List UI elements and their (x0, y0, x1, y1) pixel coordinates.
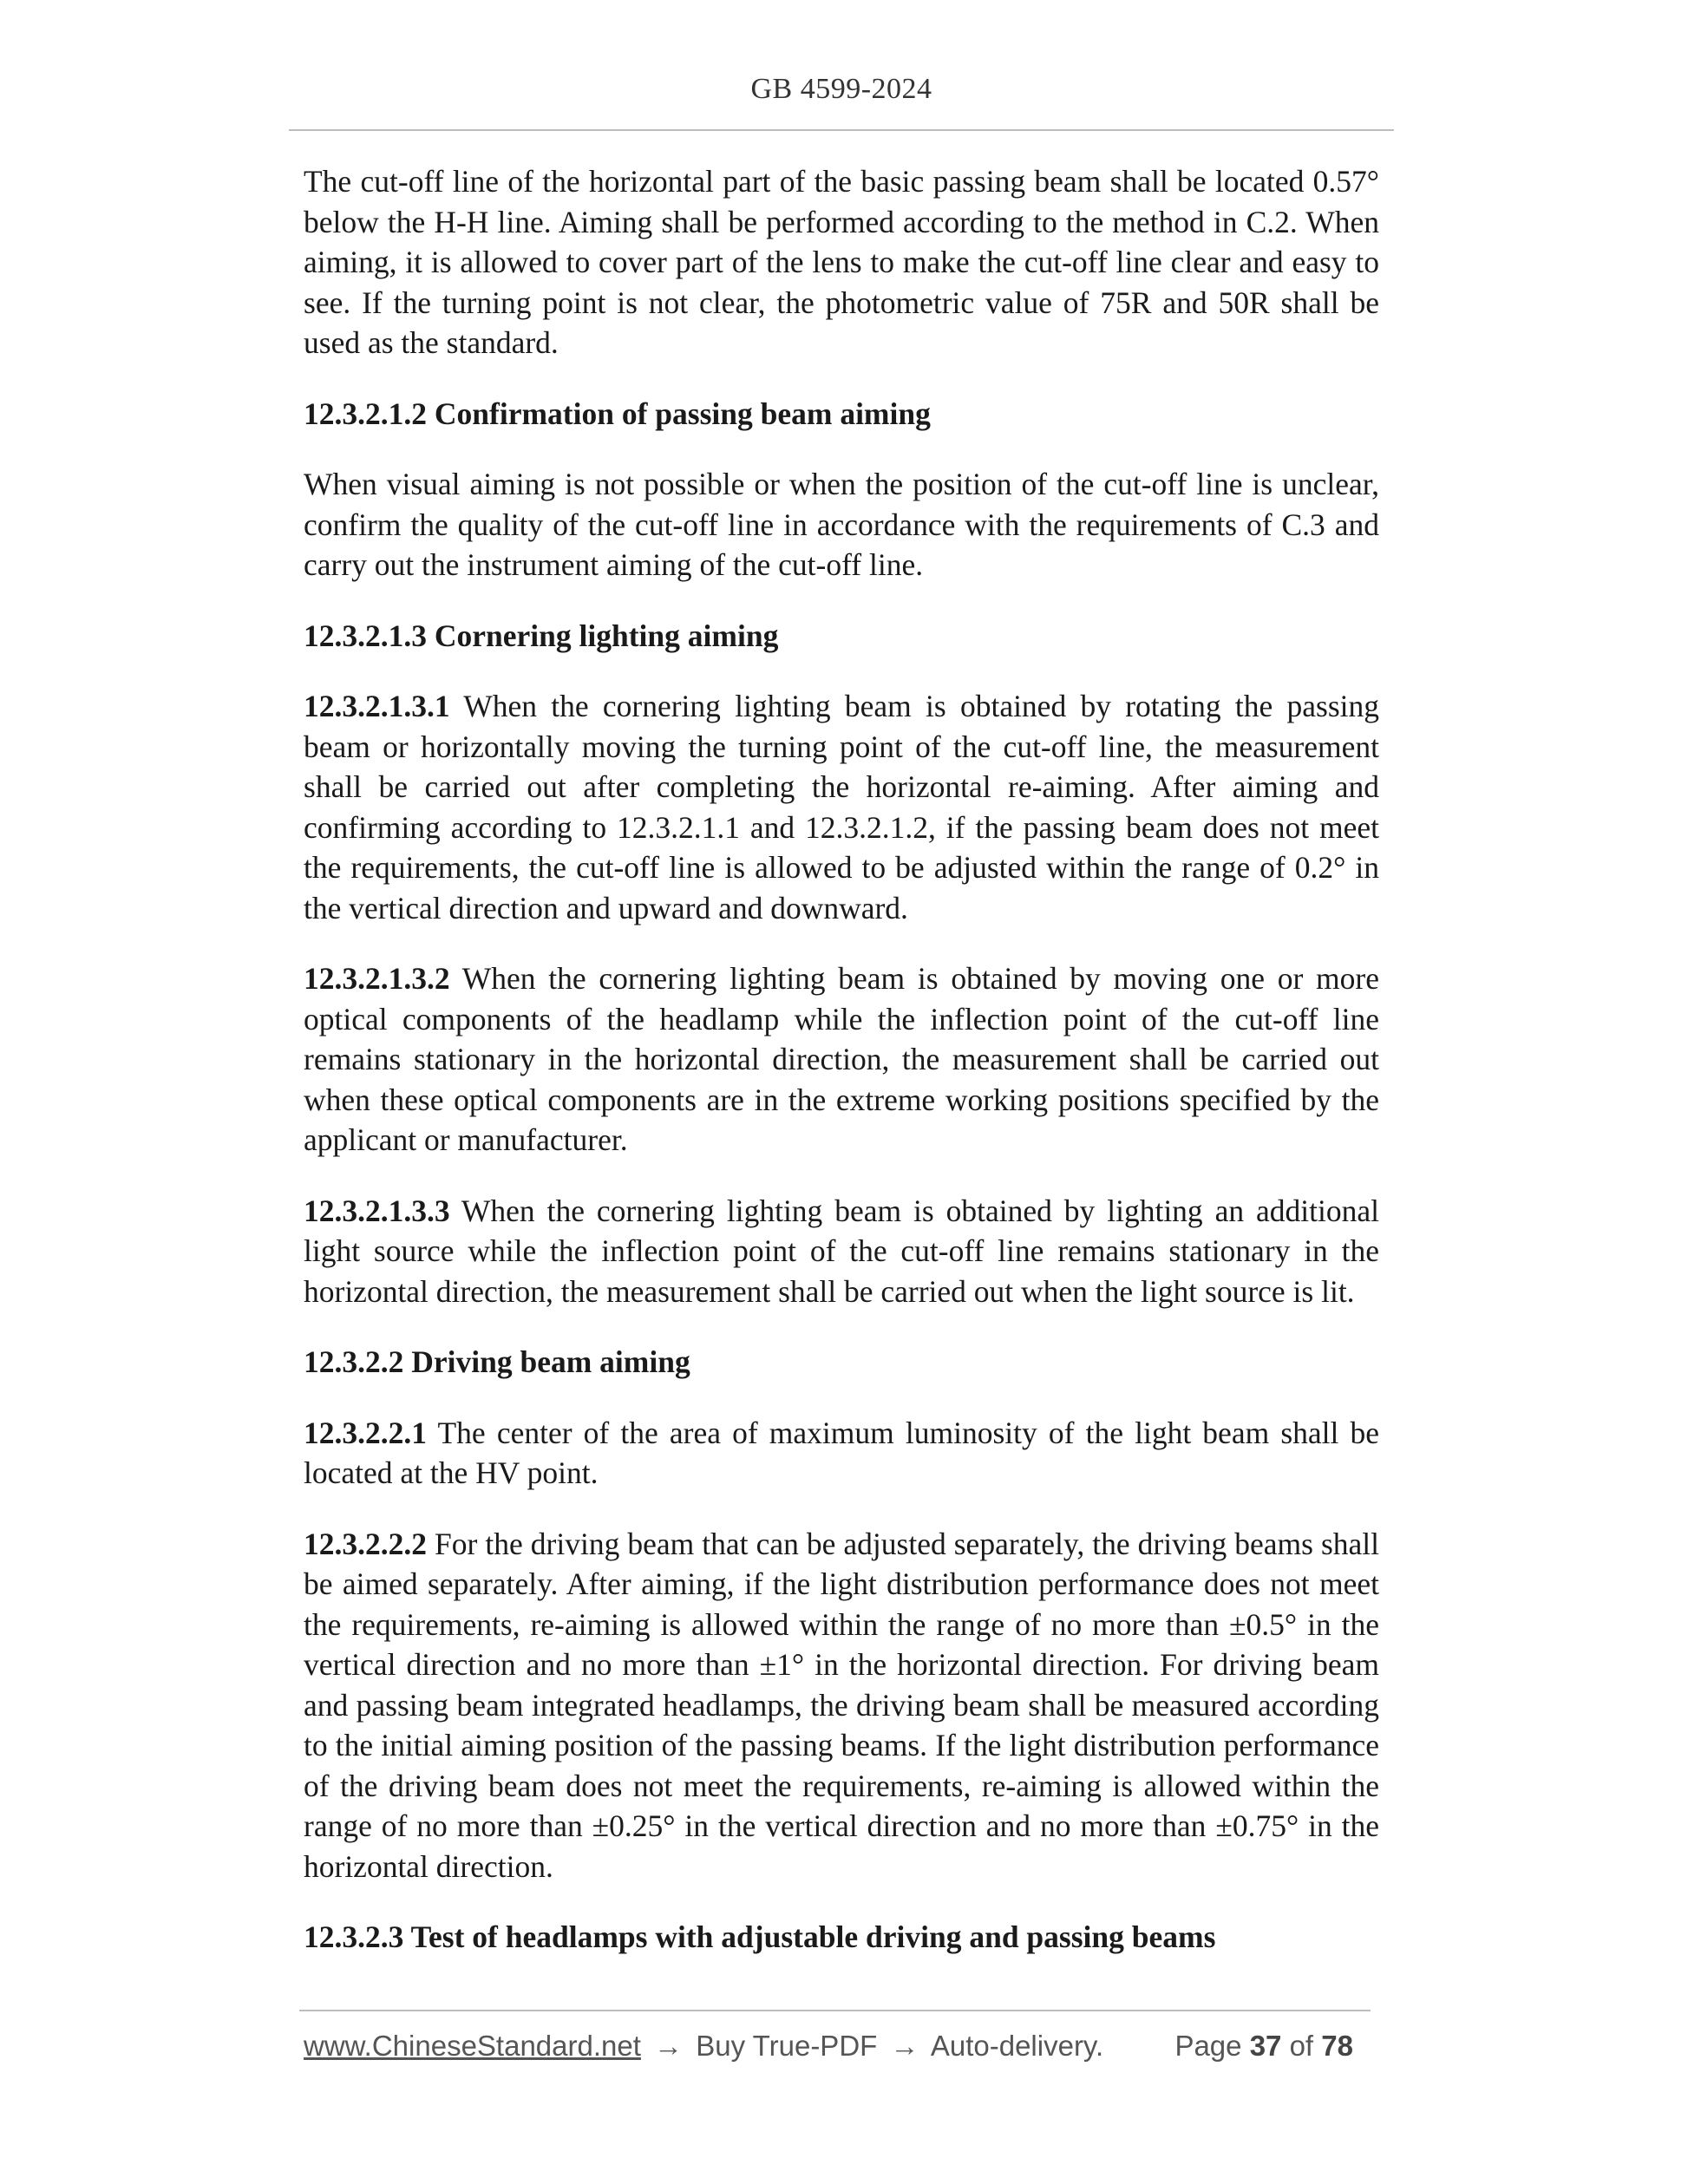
page-indicator (1174, 2030, 1353, 2063)
auto-delivery-text: Auto-delivery. (930, 2030, 1104, 2062)
clause-number: 12.3.2.1.3.1 (304, 689, 450, 723)
clause-text: When the cornering lighting beam is obtained by lighting an additional light source while the inflection point of the cut-off line remains stationary in the horizontal direction, the measurement shall be carried out when the light source is lit. (304, 1193, 1380, 1309)
page-current: 37 (1249, 2030, 1282, 2062)
section-heading-12-3-2-2: 12.3.2.2 Driving beam aiming (304, 1344, 690, 1379)
of-label: of (1289, 2030, 1314, 2062)
paragraph-12-3-2-1-2: When visual aiming is not possible or when the position of the cut-off line is unclear, confirm the quality of the cut-off line in accordance with the requirements of C.3 and carry out the instrument aiming of the cut-off line. (304, 467, 1379, 582)
section-heading-12-3-2-3: 12.3.2.3 Test of headlamps with adjustable driving and passing beams (304, 1919, 1216, 1954)
arrow-right-icon: → (890, 2030, 919, 2062)
header-divider (289, 129, 1394, 131)
clause-number: 12.3.2.1.3.2 (304, 961, 450, 996)
section-heading-12-3-2-1-2: 12.3.2.1.2 Confirmation of passing beam aiming (304, 396, 931, 431)
document-id: GB 4599-2024 (750, 73, 932, 105)
clause-text: When the cornering lighting beam is obtained by moving one or more optical components of the headlamp while the inflection point of the cut-off line remains stationary in the horizontal direction, the measurement shall be carried out when these optical components are in the extreme working positions specified by the applicant or manufacturer. (304, 961, 1379, 1157)
site-link[interactable]: www.ChineseStandard.net (304, 2030, 641, 2062)
clause-12-3-2-2-1 (304, 1413, 1379, 1494)
footer-divider (299, 2010, 1371, 2011)
clause-text: The center of the area of maximum luminosity of the light beam shall be located at the HV point. (304, 1415, 1379, 1490)
page-footer (304, 2030, 1371, 2068)
clause-number: 12.3.2.1.3.3 (304, 1193, 450, 1228)
clause-number: 12.3.2.2.2 (304, 1526, 427, 1561)
section-heading-12-3-2-1-3: 12.3.2.1.3 Cornering lighting aiming (304, 618, 779, 653)
clause-12-3-2-1-3-3 (304, 1191, 1379, 1312)
clause-number: 12.3.2.2.1 (304, 1415, 427, 1450)
clause-12-3-2-1-3-1 (304, 686, 1379, 928)
paragraph-intro: The cut-off line of the horizontal part of the basic passing beam shall be located 0.57° below the H-H line. Aiming shall be performed according to the method in C.2. When aiming, it is allowed to cover part of the lens to make the cut-off line clear and easy to see. If the turning point is not clear, the photometric value of 75R and 50R shall be used as the standard. (304, 164, 1379, 360)
document-header (289, 73, 1394, 106)
clause-12-3-2-2-2 (304, 1524, 1379, 1887)
document-body (304, 161, 1379, 1988)
clause-text: When the cornering lighting beam is obtained by rotating the passing beam or horizontally moving the turning point of the cut-off line, the measurement shall be carried out after completing the horizontal re-aiming. After aiming and confirming according to 12.3.2.1.1 and 12.3.2.1.2, if the passing beam does not meet the requirements, the cut-off line is allowed to be adjusted within the range of 0.2° in the vertical direction and upward and downward. (304, 689, 1380, 925)
clause-text: For the driving beam that can be adjusted separately, the driving beams shall be aimed separately. After aiming, if the light distribution performance does not meet the requirements, re-aiming is allowed within the range of no more than ±0.5° in the vertical direction and no more than ±1° in the horizontal direction. For driving beam and passing beam integrated headlamps, the driving beam shall be measured according to the initial aiming position of the passing beams. If the light distribution performance of the driving beam does not meet the requirements, re-aiming is allowed within the range of no more than ±0.25° in the vertical direction and no more than ±0.75° in the horizontal direction. (304, 1526, 1379, 1884)
buy-true-pdf-text: Buy True-PDF (696, 2030, 878, 2062)
page-total: 78 (1321, 2030, 1353, 2062)
page-label: Page (1174, 2030, 1242, 2062)
arrow-right-icon: → (654, 2030, 684, 2062)
clause-12-3-2-1-3-2 (304, 958, 1379, 1161)
